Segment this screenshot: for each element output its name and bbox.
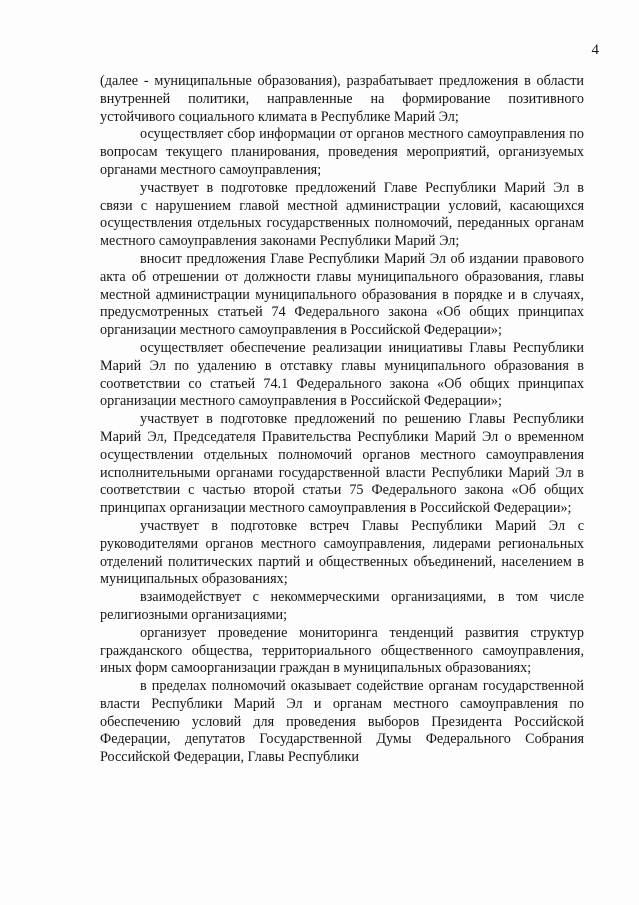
paragraph-3: участвует в подготовке предложений Главе Республики Марий Эл в связи с нарушением главой местной администрации условий, касающихся осуществления отдельных государственных полномочий, переданных органам местного самоуправления законами Республики Марий Эл;	[100, 179, 584, 250]
paragraph-9: организует проведение мониторинга тенденций развития структур гражданского общества, территориального общественного самоуправления, иных форм самоорганизации граждан в муниципальных образованиях;	[100, 624, 584, 677]
paragraph-6: участвует в подготовке предложений по решению Главы Республики Марий Эл, Председателя Правительства Республики Марий Эл о временном осуществлении отдельных полномочий органов местного самоуправления исполнительными органами государственной власти Республики Марий Эл в соответствии с частью второй статьи 75 Федерального закона «Об общих принципах организации местного самоуправления в Российской Федерации»;	[100, 411, 584, 517]
page-number: 4	[591, 42, 599, 58]
paragraph-2: осуществляет сбор информации от органов местного самоуправления по вопросам текущего планирования, проведения мероприятий, организуемых органами местного самоуправления;	[100, 126, 584, 178]
paragraph-4: вносит предложения Главе Республики Марий Эл об издании правового акта об отрешении от должности главы муниципального образования, главы местной администрации муниципального образования в порядке и в случаях, предусмотренных статьей 74 Федерального закона «Об общих принципах организации местного самоуправления в Российской Федерации»;	[100, 250, 584, 339]
paragraph-1: (далее - муниципальные образования), разрабатывает предложения в области внутренней политики, направленные на формирование позитивного устойчивого социального климата в Республике Марий Эл;	[100, 73, 584, 125]
paragraph-8: взаимодействует с некоммерческими организациями, в том числе религиозными организациями;	[100, 589, 584, 623]
paragraph-7: участвует в подготовке встреч Главы Республики Марий Эл с руководителями органов местного самоуправления, лидерами региональных отделений политических партий и общественных объединений, населением в муниципальных образованиях;	[100, 517, 584, 588]
paragraph-5: осуществляет обеспечение реализации инициативы Главы Республики Марий Эл по удалению в отставку главы муниципального образования в соответствии со статьей 74.1 Федерального закона «Об общих принципах организации местного самоуправления в Российской Федерации»;	[100, 339, 584, 410]
paragraph-10: в пределах полномочий оказывает содействие органам государственной власти Республики Марий Эл и органам местного самоуправления по обеспечению условий для проведения выборов Президента Российской Федерации, депутатов Государственной Думы Федерального Собрания Российской Федерации, Главы Республики	[100, 678, 584, 766]
document-body	[100, 73, 584, 767]
